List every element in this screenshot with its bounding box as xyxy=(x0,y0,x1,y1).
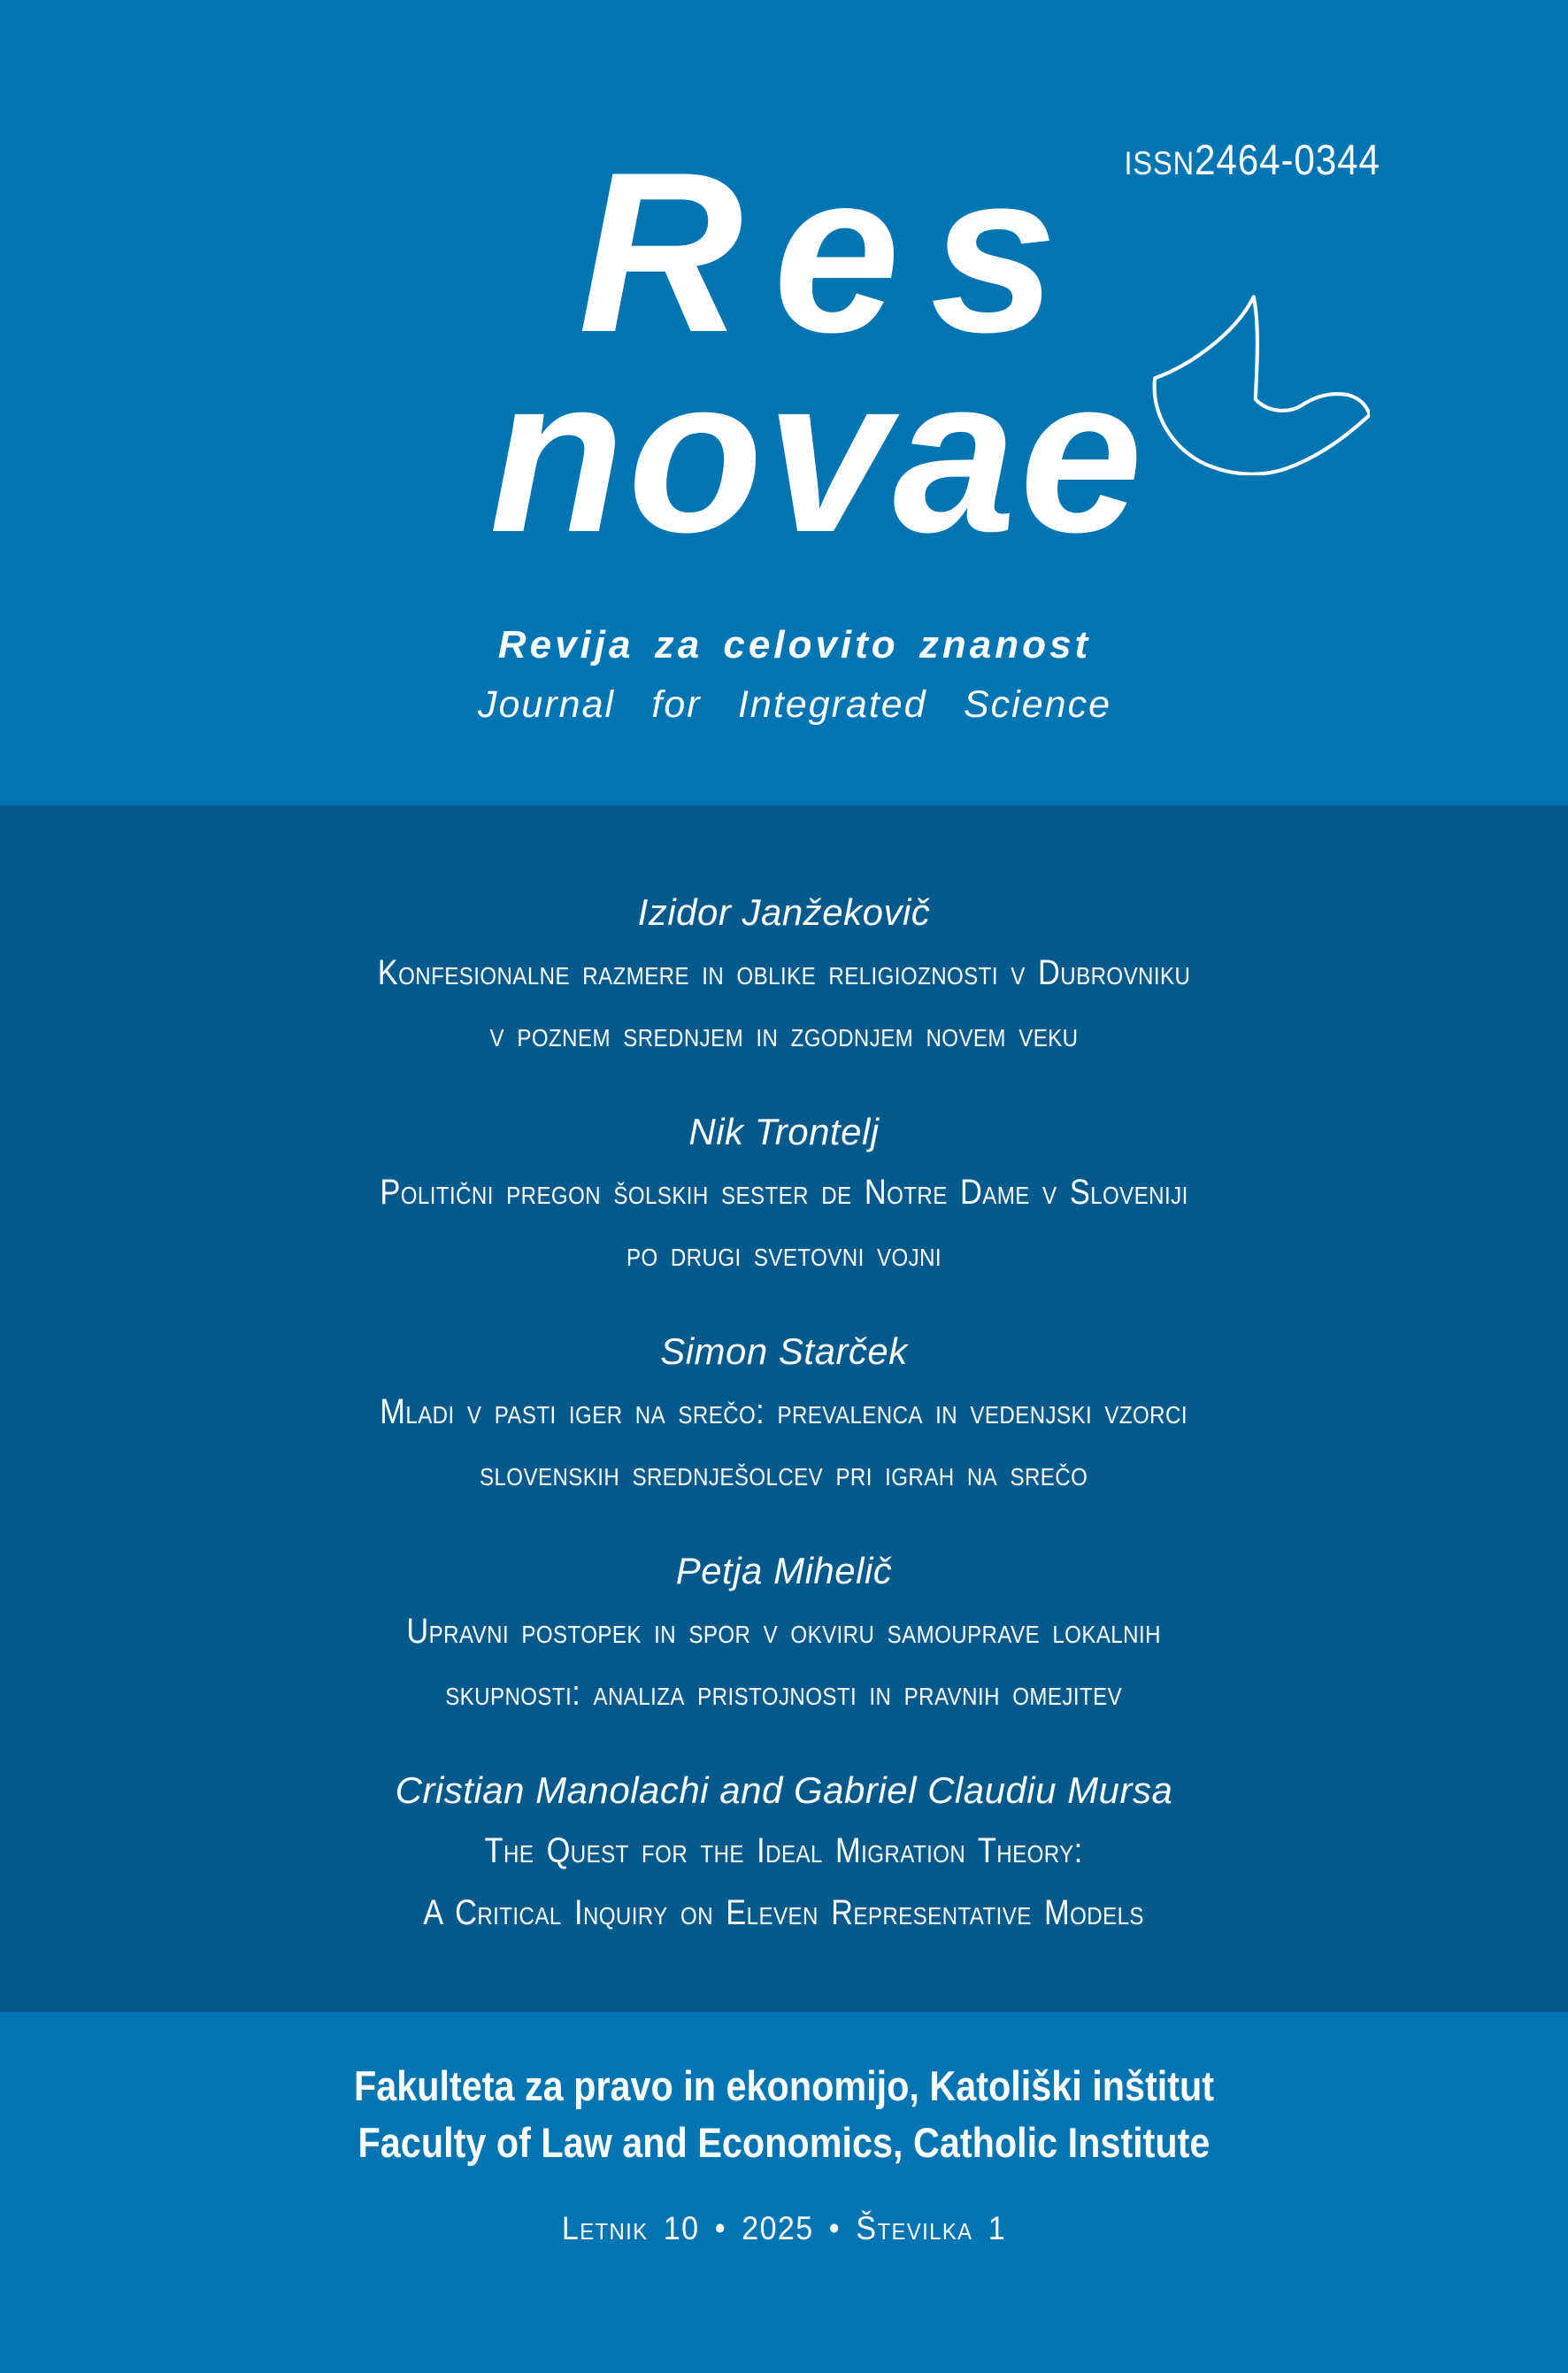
article-author: Cristian Manolachi and Gabriel Claudiu Mursa xyxy=(395,1769,1173,1811)
publisher-english: Faculty of Law and Economics, Catholic Institute xyxy=(357,2119,1211,2166)
issn-label: ISSN xyxy=(1124,145,1195,181)
subtitle-slovenian: Revija za celovito znanost xyxy=(497,623,1092,666)
issue-info: Letnik 10 • 2025 • Številka 1 xyxy=(561,2210,1007,2246)
dove-icon xyxy=(1150,292,1370,475)
cover-header xyxy=(0,0,1568,805)
subtitle-english-word: for xyxy=(651,683,702,726)
article-title-line: v poznem srednjem in zgodnjem novem veku xyxy=(489,1015,1079,1054)
article-author: Petja Mihelič xyxy=(675,1550,893,1591)
subtitle-english xyxy=(478,683,1111,727)
cover-footer xyxy=(0,2012,1568,2373)
publisher-block xyxy=(94,2058,1473,2171)
article-entry xyxy=(314,1103,1254,1285)
article-title-line: slovenskih srednješolcev pri igrah na srečo xyxy=(480,1454,1088,1493)
article-entry xyxy=(345,1542,1222,1724)
article-title-line: skupnosti: analiza pristojnosti in pravnih omejitev xyxy=(445,1674,1123,1713)
article-entry xyxy=(365,1761,1203,1944)
issn xyxy=(1124,137,1380,184)
article-title-line: Konfesionalne razmere in oblike religioznosti v Dubrovniku xyxy=(377,953,1191,992)
article-title-line: The Quest for the Ideal Migration Theory: xyxy=(484,1831,1084,1870)
article-author: Nik Trontelj xyxy=(688,1111,880,1152)
table-of-contents xyxy=(0,805,1568,2012)
issn-number: 2464-0344 xyxy=(1195,137,1380,184)
journal-masthead xyxy=(488,124,1147,579)
article-author: Izidor Janžekovič xyxy=(637,891,931,933)
article-title-line: Upravni postopek in spor v okviru samouprave lokalnih xyxy=(406,1612,1162,1651)
subtitle-english-word: Journal xyxy=(478,683,616,726)
article-title-line: Politični pregon šolskih sester de Notre Dame v Sloveniji xyxy=(380,1173,1188,1212)
article-title-line: po drugi svetovni vojni xyxy=(626,1235,942,1274)
publisher-slovenian: Fakulteta za pravo in ekonomijo, Katoliški inštitut xyxy=(353,2062,1215,2109)
article-title-line: Mladi v pasti iger na srečo: prevalenca in vedenjski vzorci xyxy=(380,1392,1188,1431)
article-entry xyxy=(311,883,1257,1066)
subtitle-english-word: Science xyxy=(964,683,1111,726)
article-title-line: A Critical Inquiry on Eleven Representative Models xyxy=(423,1893,1145,1932)
article-author: Simon Starček xyxy=(660,1330,908,1372)
journal-title-res: Res xyxy=(578,124,1088,380)
subtitle-english-word: Integrated xyxy=(737,683,927,726)
article-entry xyxy=(314,1322,1253,1505)
journal-title-novae: novae xyxy=(488,331,1147,579)
